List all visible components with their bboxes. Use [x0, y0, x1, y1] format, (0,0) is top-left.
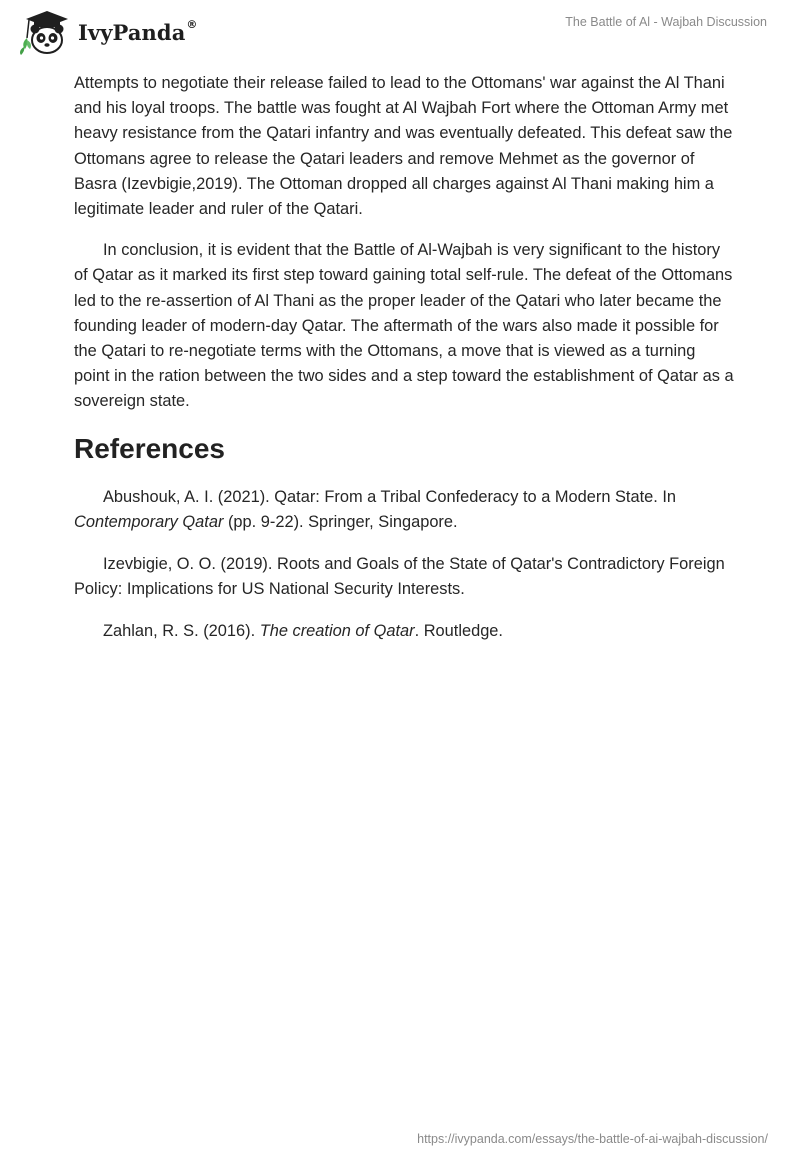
body-paragraph: Attempts to negotiate their release failed to lead to the Ottomans' war against the Al Thani and his loyal troops. The battle was fought at Al Wajbah Fort where the Ottoman Army met heavy resistance from the Qatari infantry and was eventually defeated. This defeat saw the Ottomans agree to release the Qatari leaders and remove Mehmet as the governor of Basra (Izevbigie,2019). The Ottoman dropped all charges against Al Thani making him a legitimate leader and ruler of the Qatari.: [74, 74, 733, 219]
ivypanda-logo[interactable]: [14, 8, 198, 56]
reference-text: Abushouk, A. I. (2021). Qatar: From a Tribal Confederacy to a Modern State. In: [103, 487, 677, 506]
reference-item: [74, 552, 734, 602]
reference-item: [74, 619, 734, 644]
reference-text: (pp. 9-22). Springer, Singapore.: [223, 512, 458, 531]
body-paragraph: In conclusion, it is evident that the Battle of Al-Wajbah is very significant to the history of Qatar as it marked its first step toward gaining total self-rule. The defeat of the Ottomans led to the re-assertion of Al Thani as the proper leader of the Qatari who later became the founding leader of modern-day Qatar. The aftermath of the wars also made it possible for the Qatari to re-negotiate terms with the Ottomans, a move that is viewed as a turning point in the ration between the two sides and a step toward the establishment of Qatar as a sovereign state.: [74, 241, 734, 411]
reference-title: The creation of Qatar: [259, 622, 415, 641]
registered-mark: ®: [186, 17, 198, 31]
panda-graduate-icon: [14, 8, 76, 56]
reference-text: Zahlan, R. S. (2016).: [103, 622, 260, 641]
references-heading: References: [74, 432, 225, 464]
essay-content: [74, 71, 734, 662]
brand-text: IvyPanda: [78, 19, 186, 45]
document-title: The Battle of Al - Wajbah Discussion: [565, 15, 767, 29]
source-url[interactable]: https://ivypanda.com/essays/the-battle-of-ai-wajbah-discussion/: [417, 1132, 768, 1146]
reference-title: Contemporary Qatar: [74, 512, 224, 531]
brand-name: [78, 17, 198, 45]
page-header: [0, 0, 800, 60]
reference-text: . Routledge.: [414, 622, 503, 641]
reference-text: Izevbigie, O. O. (2019). Roots and Goals of the State of Qatar's Contradictory Foreign Policy: Implications for US National Security Interests.: [74, 555, 725, 599]
reference-item: [74, 485, 734, 535]
